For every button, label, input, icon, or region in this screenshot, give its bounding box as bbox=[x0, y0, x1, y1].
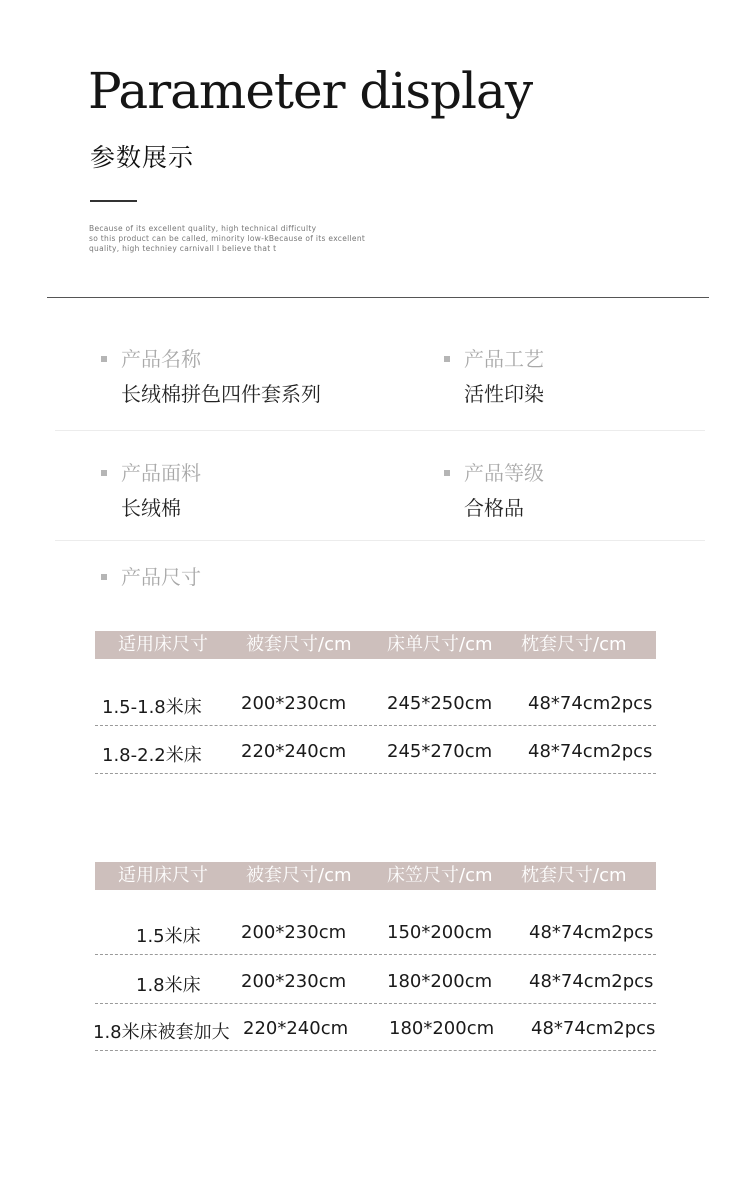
bullet-icon bbox=[101, 574, 107, 580]
row-divider bbox=[55, 540, 705, 541]
description-text bbox=[89, 224, 429, 254]
table-cell: 1.5米床 bbox=[136, 926, 201, 947]
table-cell: 150*200cm bbox=[387, 922, 493, 943]
table-cell: 48*74cm2pcs bbox=[528, 693, 653, 714]
table-row bbox=[95, 1010, 656, 1051]
info-label: 产品工艺 bbox=[464, 347, 544, 371]
info-product-size bbox=[101, 565, 401, 589]
info-value: 合格品 bbox=[464, 496, 524, 520]
table-cell: 48*74cm2pcs bbox=[529, 971, 654, 992]
description-line: Because of its excellent quality, high technical difficulty bbox=[89, 224, 317, 233]
table-header-cell: 床笠尺寸/cm bbox=[387, 865, 493, 886]
table-header-cell: 被套尺寸/cm bbox=[246, 865, 352, 886]
table-cell: 220*240cm bbox=[243, 1018, 349, 1039]
table-cell: 200*230cm bbox=[241, 693, 347, 714]
row-divider bbox=[55, 430, 705, 431]
info-value: 长绒棉拼色四件套系列 bbox=[121, 382, 321, 406]
table-cell: 180*200cm bbox=[387, 971, 493, 992]
bullet-icon bbox=[444, 356, 450, 362]
table1-header bbox=[95, 631, 656, 659]
info-label: 产品面料 bbox=[121, 461, 201, 485]
title-underline bbox=[90, 200, 137, 202]
table2-header bbox=[95, 862, 656, 890]
table-cell: 1.8米床被套加大 bbox=[93, 1022, 230, 1043]
table-header-cell: 被套尺寸/cm bbox=[246, 634, 352, 655]
info-product-craft bbox=[444, 347, 744, 407]
table-cell: 200*230cm bbox=[241, 922, 347, 943]
info-label: 产品名称 bbox=[121, 347, 201, 371]
table-header-cell: 枕套尺寸/cm bbox=[521, 634, 627, 655]
table-row bbox=[95, 963, 656, 1004]
description-line: quality, high techniey carnivall I believe that t bbox=[89, 244, 277, 253]
table-cell: 200*230cm bbox=[241, 971, 347, 992]
table-cell: 1.5-1.8米床 bbox=[102, 697, 202, 718]
table-header-cell: 枕套尺寸/cm bbox=[521, 865, 627, 886]
info-product-grade bbox=[444, 461, 744, 521]
table-cell: 220*240cm bbox=[241, 741, 347, 762]
info-value: 活性印染 bbox=[464, 382, 544, 406]
info-product-fabric bbox=[101, 461, 401, 521]
table-cell: 48*74cm2pcs bbox=[528, 741, 653, 762]
info-product-name bbox=[101, 347, 401, 407]
bullet-icon bbox=[101, 356, 107, 362]
table-header-cell: 适用床尺寸 bbox=[118, 634, 208, 655]
description-line: so this product can be called, minority low-kBecause of its excellent bbox=[89, 234, 366, 243]
table-cell: 48*74cm2pcs bbox=[531, 1018, 656, 1039]
table-cell: 1.8-2.2米床 bbox=[102, 745, 202, 766]
info-label: 产品等级 bbox=[464, 461, 544, 485]
page-title-en: Parameter display bbox=[88, 62, 533, 120]
table-header-cell: 床单尺寸/cm bbox=[387, 634, 493, 655]
page-title-cn: 参数展示 bbox=[90, 143, 195, 172]
bullet-icon bbox=[444, 470, 450, 476]
table-row bbox=[95, 685, 656, 726]
table-row bbox=[95, 733, 656, 774]
bullet-icon bbox=[101, 470, 107, 476]
info-value: 长绒棉 bbox=[121, 496, 181, 520]
table-cell: 180*200cm bbox=[389, 1018, 495, 1039]
section-divider bbox=[47, 297, 709, 298]
table-cell: 245*270cm bbox=[387, 741, 493, 762]
table-cell: 48*74cm2pcs bbox=[529, 922, 654, 943]
table-cell: 1.8米床 bbox=[136, 975, 201, 996]
table-cell: 245*250cm bbox=[387, 693, 493, 714]
info-label: 产品尺寸 bbox=[121, 565, 201, 589]
table-header-cell: 适用床尺寸 bbox=[118, 865, 208, 886]
table-row bbox=[95, 914, 656, 955]
